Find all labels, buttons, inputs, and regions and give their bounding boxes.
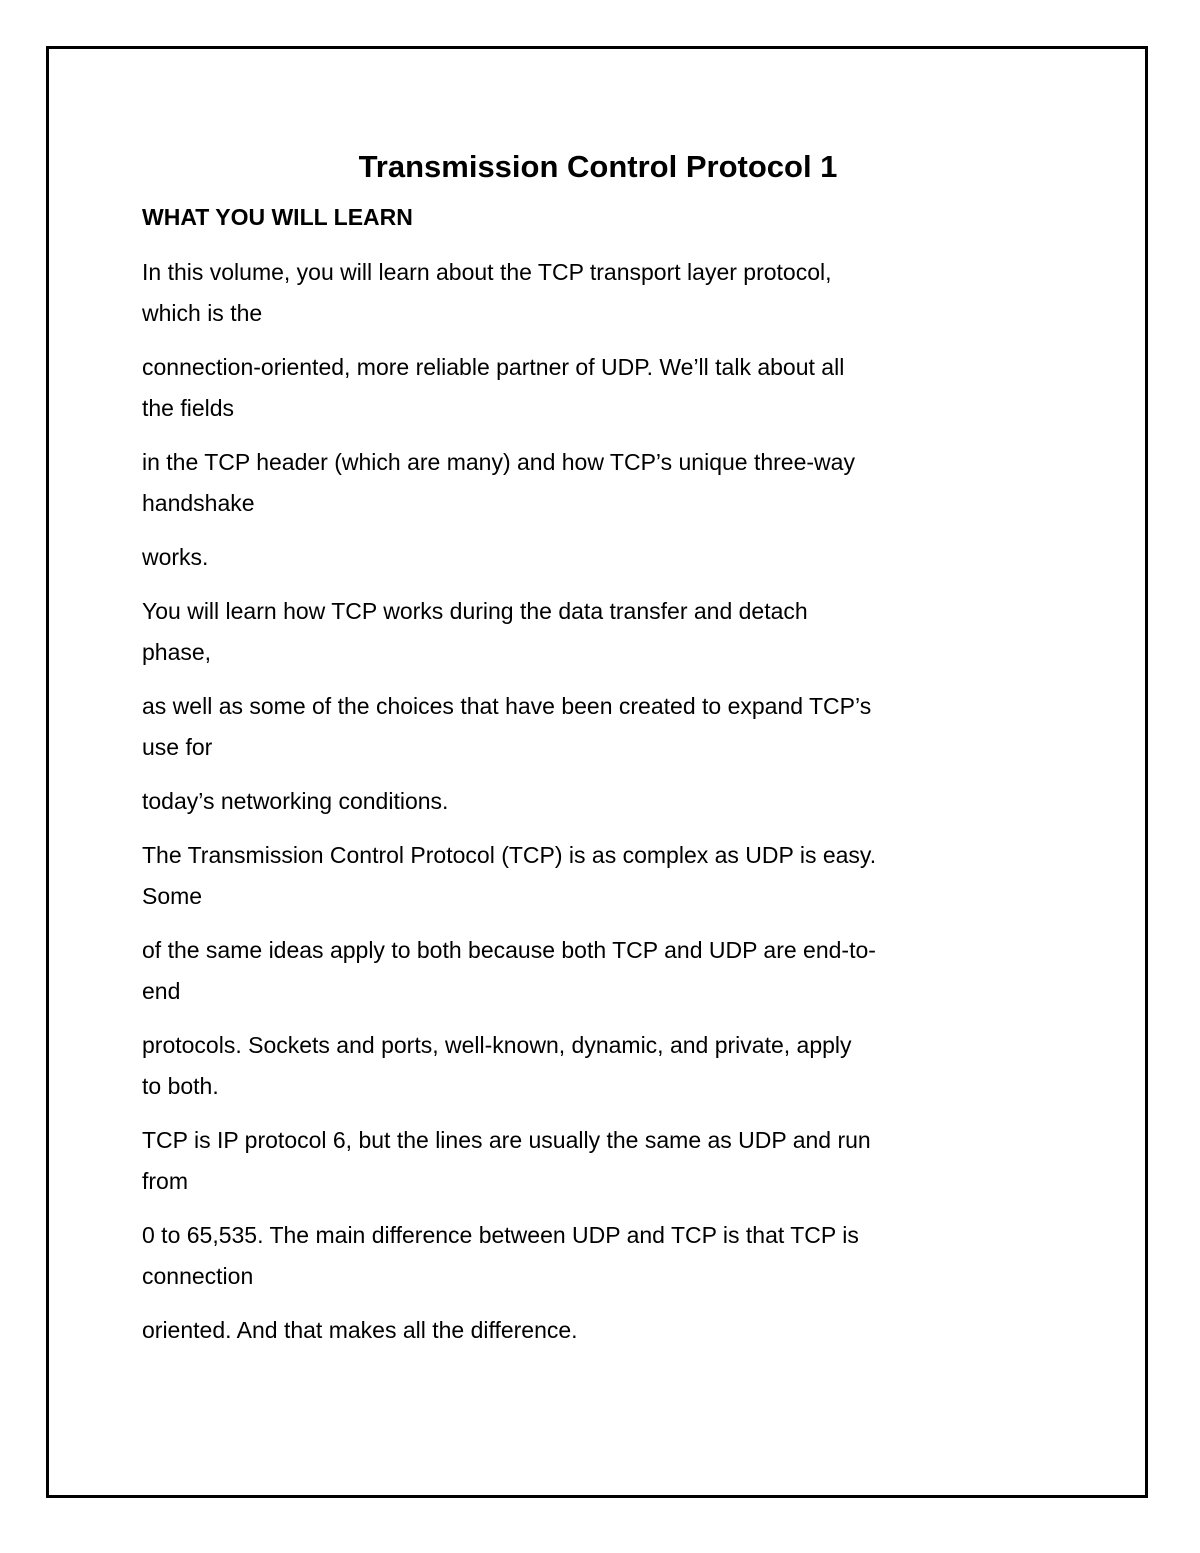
paragraph [142,1310,1054,1351]
paragraph [142,1120,1054,1202]
paragraph [142,686,1054,768]
document-body [142,145,1054,1364]
paragraph [142,347,1054,429]
text-line: 0 to 65,535. The main difference between UDP and TCP is that TCP is [142,1222,859,1248]
text-line: The Transmission Control Protocol (TCP) is as complex as UDP is easy. [142,842,877,868]
document-title: Transmission Control Protocol 1 [358,149,838,184]
text-line: in the TCP header (which are many) and how TCP’s unique three-way [142,449,855,475]
paragraph [142,1025,1054,1107]
text-line: oriented. And that makes all the difference. [142,1317,578,1343]
text-line: handshake [142,490,255,516]
text-line: from [142,1168,188,1194]
text-line: connection-oriented, more reliable partner of UDP. We’ll talk about all [142,354,845,380]
text-line: In this volume, you will learn about the TCP transport layer protocol, [142,259,832,285]
text-line: today’s networking conditions. [142,788,449,814]
text-line: the fields [142,395,235,421]
text-line: phase, [142,639,212,665]
text-line: which is the [142,300,263,326]
paragraph [142,930,1054,1012]
paragraph [142,591,1054,673]
paragraph [142,252,1054,334]
text-line: of the same ideas apply to both because both TCP and UDP are end-to- [142,937,876,963]
paragraph [142,835,1054,917]
text-line: Some [142,883,203,909]
text-line: connection [142,1263,254,1289]
text-line: as well as some of the choices that have been created to expand TCP’s [142,693,872,719]
section-heading: WHAT YOU WILL LEARN [142,204,413,230]
text-line: end [142,978,181,1004]
text-line: to both. [142,1073,219,1099]
text-line: works. [142,544,209,570]
text-line: protocols. Sockets and ports, well-known, dynamic, and private, apply [142,1032,852,1058]
text-line: You will learn how TCP works during the data transfer and detach [142,598,808,624]
paragraph [142,537,1054,578]
paragraph [142,442,1054,524]
text-line: TCP is IP protocol 6, but the lines are usually the same as UDP and run [142,1127,871,1153]
paragraph [142,781,1054,822]
paragraph [142,1215,1054,1297]
text-line: use for [142,734,213,760]
